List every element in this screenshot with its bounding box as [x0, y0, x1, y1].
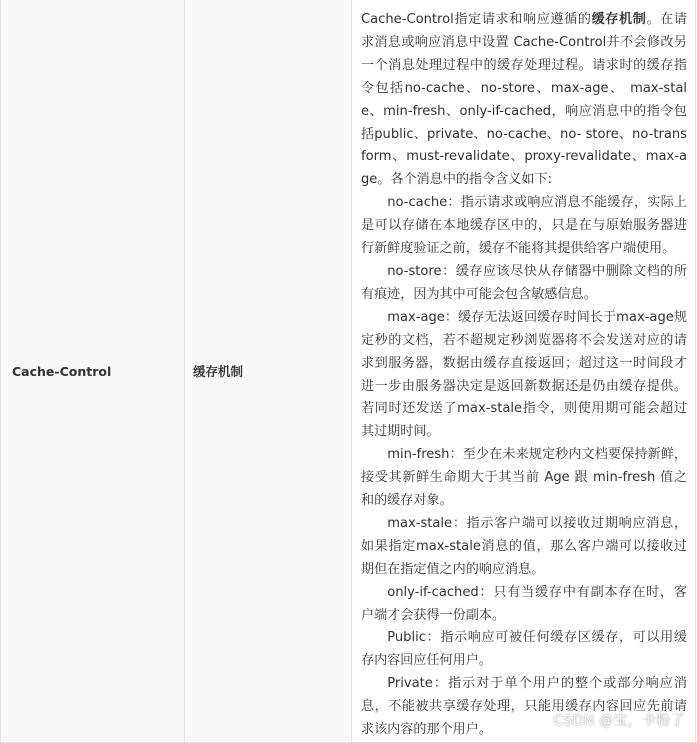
header-name-cell: 缓存机制 [185, 0, 352, 743]
directive-public: Public：指示响应可被任何缓存区缓存，可以用缓存内容回应任何用户。 [361, 630, 687, 669]
intro-text-rest: 。在请求消息或响应消息中设置 Cache-Control并不会修改另一个消息处理过程中的缓存处理过程。请求时的缓存指令包括no-cache、no-store、max-age、 max-stale、min-fresh、only-if-cached，响应消息中的指令包括public、private、no-cache、no- store、no-transform、must-revalidate、proxy-revalidate、max-age。各个消息中的指令含义如下: [361, 12, 687, 188]
description-cell [352, 0, 696, 743]
intro-highlight: 缓存机制 [591, 12, 647, 27]
directive-no-cache: no-cache：指示请求或响应消息不能缓存，实际上是可以存储在本地缓存区中的，只是在与原始服务器进行新鲜度验证之前，缓存不能将其提供给客户端使用。 [361, 195, 687, 257]
directive-max-age: max-age：缓存无法返回缓存时间长于max-age规定秒的文档，若不超规定秒浏览器将不会发送对应的请求到服务器，数据由缓存直接返回；超过这一时间段才进一步由服务器决定是返回新数据还是仍由缓存提供。若同时还发送了max-stale指令，则使用期可能会超过其过期时间。 [361, 309, 687, 440]
directive-private: Private：指示对于单个用户的整个或部分响应消息，不能被共享缓存处理，只能用缓存内容回应先前请求该内容的那个用户。 [361, 676, 687, 738]
table-row [1, 0, 696, 743]
directive-only-if-cached: only-if-cached：只有当缓存中有副本存在时，客户端才会获得一份副本。 [361, 584, 687, 623]
header-field-cell: Cache-Control [1, 0, 185, 743]
csdn-watermark: CSDN @宝，卡粉了 [553, 713, 685, 729]
directive-min-fresh: min-fresh：至少在未来规定秒内文档要保持新鲜，接受其新鲜生命期大于其当前 Age 跟 min-fresh 值之和的缓存对象。 [361, 447, 687, 509]
description-intro [361, 9, 687, 192]
intro-text: Cache-Control指定请求和响应遵循的 [361, 12, 592, 27]
directive-no-store: no-store：缓存应该尽快从存储器中删除文档的所有痕迹，因为其中可能会包含敏感信息。 [361, 263, 687, 302]
directive-max-stale: max-stale：指示客户端可以接收过期响应消息，如果指定max-stale消息的值，那么客户端可以接收过期但在指定值之内的响应消息。 [361, 515, 687, 577]
